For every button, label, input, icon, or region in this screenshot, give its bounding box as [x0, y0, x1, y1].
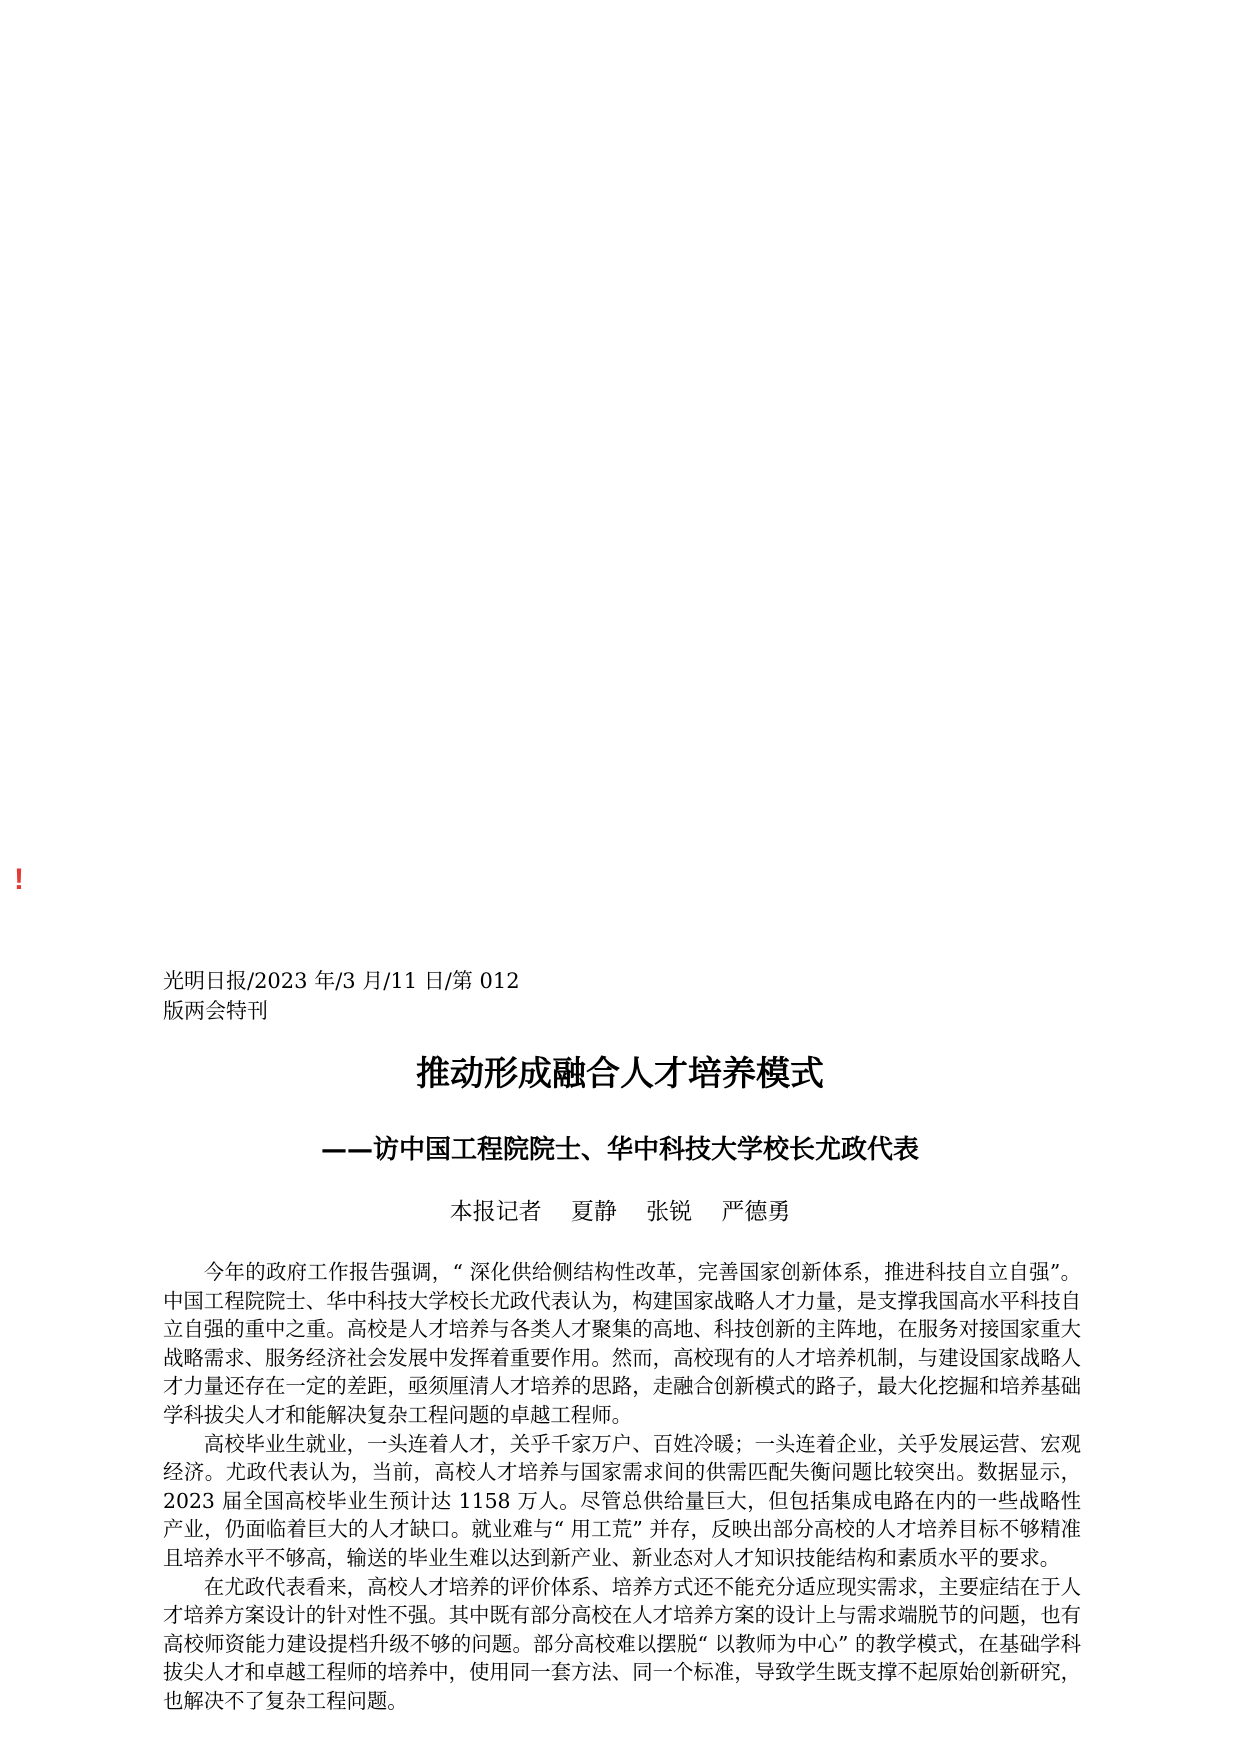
- source-info: [163, 966, 1083, 1026]
- source-line-1: 光明日报/2023 年/3 月/11 日/第 012: [163, 969, 520, 993]
- article-byline: 本报记者 夏静 张锐 严德勇: [449, 1199, 791, 1225]
- paragraph: 在尤政代表看来，高校人才培养的评价体系、培养方式还不能充分适应现实需求，主要症结在于人才培养方案设计的针对性不强。其中既有部分高校在人才培养方案的设计上与需求端脱节的问题，也有高校师资能力建设提档升级不够的问题。部分高校难以摆脱“ 以教师为中心” 的教学模式，在基础学科拔尖人才和卓越工程师的培养中，使用同一套方法、同一个标准，导致学生既支撑不起原始创新研究，也解决不了复杂工程问题。: [163, 1574, 1081, 1713]
- paragraph: 今年的政府工作报告强调，“ 深化供给侧结构性改革，完善国家创新体系，推进科技自立自强”。中国工程院院士、华中科技大学校长尤政代表认为，构建国家战略人才力量，是支撑我国高水平科技自立自强的重中之重。高校是人才培养与各类人才聚集的高地、科技创新的主阵地，在服务对接国家重大战略需求、服务经济社会发展中发挥着重要作用。然而，高校现有的人才培养机制，与建设国家战略人才力量还存在一定的差距，亟须厘清人才培养的思路，走融合创新模式的路子，最大化挖掘和培养基础学科拔尖人才和能解决复杂工程问题的卓越工程师。: [163, 1260, 1081, 1427]
- article-body: [163, 1258, 1081, 1716]
- source-line-2: 版两会特刊: [163, 999, 268, 1023]
- paragraph: 高校毕业生就业，一头连着人才，关乎千家万户、百姓冷暖；一头连着企业，关乎发展运营、宏观经济。尤政代表认为，当前，高校人才培养与国家需求间的供需匹配失衡问题比较突出。数据显示，2023 届全国高校毕业生预计达 1158 万人。尽管总供给量巨大，但包括集成电路在内的一些战略性产业，仍面临着巨大的人才缺口。就业难与“ 用工荒” 并存，反映出部分高校的人才培养目标不够精准且培养水平不够高，输送的毕业生难以达到新产业、新业态对人才知识技能结构和素质水平的要求。: [163, 1431, 1081, 1570]
- exclamation-mark-icon: !: [14, 863, 24, 896]
- article-title: 推动形成融合人才培养模式: [416, 1054, 824, 1094]
- article-subtitle: ——访中国工程院院士、华中科技大学校长尤政代表: [320, 1135, 919, 1165]
